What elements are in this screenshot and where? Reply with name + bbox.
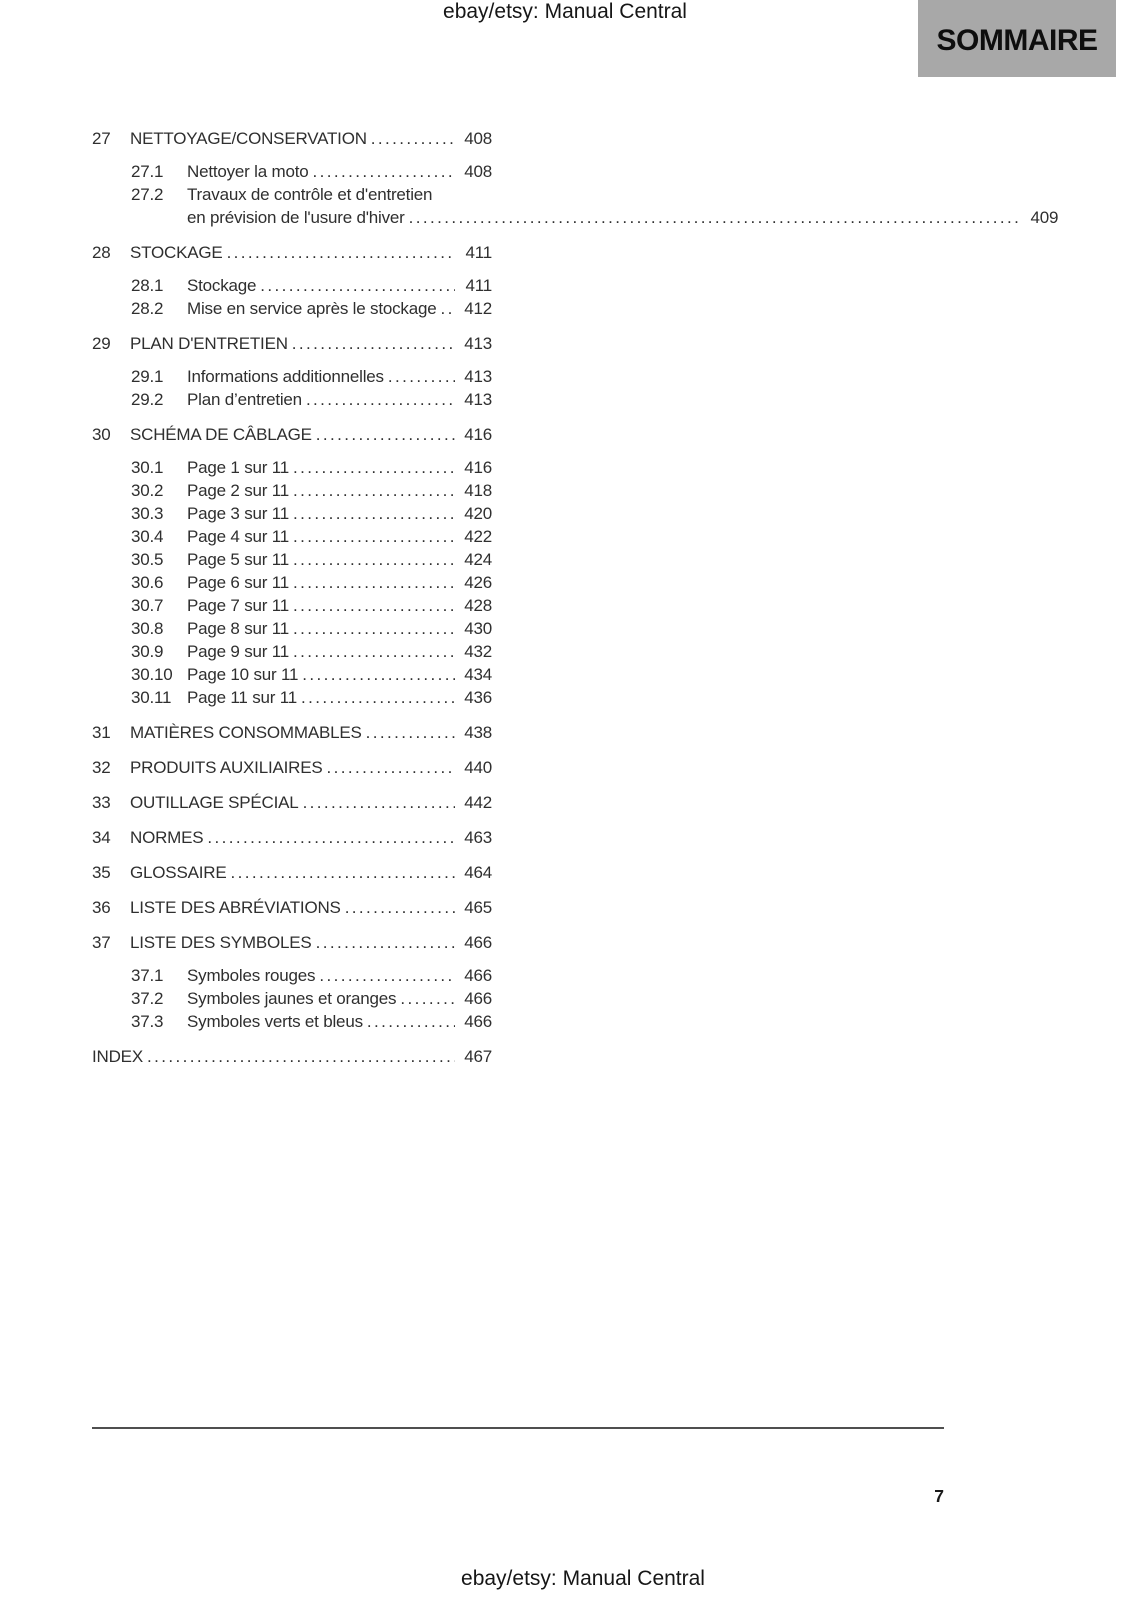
toc-chapter-page: 408	[464, 129, 492, 148]
toc-sub-page: 413	[464, 367, 492, 386]
toc-sub-page: 422	[464, 527, 492, 546]
toc-sub-entry	[92, 455, 492, 478]
toc-sub-title: Page 5 sur 11	[187, 550, 289, 569]
toc-sub-number: 30.2	[131, 481, 164, 500]
dot-leader	[293, 458, 455, 478]
toc-sub-title: Page 10 sur 11	[187, 665, 299, 684]
dot-leader	[400, 989, 455, 1009]
toc-sub-number: 27.1	[131, 162, 164, 181]
toc-chapter-page: 465	[464, 898, 492, 917]
toc-sub-entry	[92, 1009, 492, 1032]
dot-leader	[293, 481, 455, 501]
toc-sub-title: Informations additionnelles	[187, 367, 384, 386]
toc-sub-page: 418	[464, 481, 492, 500]
toc-chapter-title: NORMES	[130, 828, 204, 847]
toc-sub-title: Mise en service après le stockage	[187, 299, 437, 318]
toc-chapter-page: 416	[464, 425, 492, 444]
toc-sub-entry	[92, 387, 492, 410]
toc-sub-title-line2	[187, 205, 1058, 228]
toc-sub-number: 37.2	[131, 989, 164, 1008]
dot-leader	[316, 933, 455, 953]
toc-sub-number: 30.11	[131, 688, 172, 707]
toc-sub-title: Page 11 sur 11	[187, 688, 297, 707]
dot-leader	[293, 550, 455, 570]
toc-sub-title: Nettoyer la moto	[187, 162, 309, 181]
page-footer-title: ebay/etsy: Manual Central	[461, 1567, 705, 1590]
toc-chapter-number: 36	[92, 898, 111, 917]
dot-leader	[319, 966, 455, 986]
toc-subgroup	[92, 273, 492, 319]
toc-chapter-number: 27	[92, 129, 111, 148]
dot-leader	[293, 619, 455, 639]
toc-sub-title-block	[187, 182, 1058, 228]
toc-sub-page: 466	[464, 1012, 492, 1031]
toc-chapter-number: 30	[92, 425, 111, 444]
page-header-title: ebay/etsy: Manual Central	[443, 0, 687, 23]
dot-leader	[230, 863, 455, 883]
page-number: 7	[934, 1486, 944, 1506]
toc-sub-number: 27.2	[131, 185, 164, 204]
dot-leader	[301, 688, 455, 708]
toc-chapter-title: OUTILLAGE SPÉCIAL	[130, 793, 299, 812]
dot-leader	[147, 1047, 455, 1067]
dot-leader	[302, 665, 455, 685]
toc-chapter-entry	[92, 860, 492, 883]
toc-sub-number: 28.1	[131, 276, 164, 295]
dot-leader	[293, 596, 455, 616]
dot-leader	[367, 1012, 455, 1032]
toc-sub-page: 411	[465, 276, 492, 295]
toc-sub-title: Page 1 sur 11	[187, 458, 289, 477]
toc-sub-entry	[92, 524, 492, 547]
toc-sub-number: 30.8	[131, 619, 164, 638]
dot-leader	[293, 642, 455, 662]
toc-sub-title: Page 7 sur 11	[187, 596, 289, 615]
toc-sub-entry	[92, 662, 492, 685]
toc-sub-title: Page 3 sur 11	[187, 504, 289, 523]
toc-chapter-entry	[92, 422, 492, 445]
dot-leader	[292, 334, 455, 354]
toc-sub-number: 30.7	[131, 596, 164, 615]
toc-sub-title: Page 4 sur 11	[187, 527, 289, 546]
toc-subgroup	[92, 455, 492, 708]
toc-sub-page: 428	[464, 596, 492, 615]
toc-sub-entry	[92, 616, 492, 639]
toc-sub-page: 424	[464, 550, 492, 569]
toc-chapter-page: 438	[464, 723, 492, 742]
dot-leader	[409, 208, 1022, 228]
toc-sub-page: 430	[464, 619, 492, 638]
toc-sub-number: 30.3	[131, 504, 164, 523]
toc-sub-title: en prévision de l'usure d'hiver	[187, 208, 405, 227]
toc-sub-number: 29.2	[131, 390, 164, 409]
toc-sub-number: 37.1	[131, 966, 164, 985]
dot-leader	[293, 573, 455, 593]
toc-index-title: INDEX	[92, 1047, 143, 1066]
toc-index-page: 467	[464, 1047, 492, 1066]
toc-sub-title: Symboles jaunes et oranges	[187, 989, 397, 1008]
toc-sub-entry	[92, 159, 492, 182]
toc-sub-page: 420	[464, 504, 492, 523]
toc-sub-page: 434	[464, 665, 492, 684]
toc-chapter-entry	[92, 240, 492, 263]
toc-sub-number: 30.4	[131, 527, 164, 546]
toc-sub-entry	[92, 570, 492, 593]
toc-sub-page: 432	[464, 642, 492, 661]
toc-chapter-entry	[92, 755, 492, 778]
dot-leader	[293, 504, 455, 524]
toc-sub-title: Page 2 sur 11	[187, 481, 289, 500]
toc-sub-entry	[92, 501, 492, 524]
toc-sub-number: 30.9	[131, 642, 164, 661]
toc-sub-entry	[92, 273, 492, 296]
toc-chapter-title: STOCKAGE	[130, 243, 223, 262]
toc-chapter-page: 413	[464, 334, 492, 353]
toc-sub-title: Page 8 sur 11	[187, 619, 289, 638]
toc-chapter-title: LISTE DES ABRÉVIATIONS	[130, 898, 341, 917]
toc-subgroup	[92, 364, 492, 410]
toc-chapter-number: 28	[92, 243, 111, 262]
toc-sub-entry	[92, 639, 492, 662]
dot-leader	[306, 390, 455, 410]
toc-sub-entry	[92, 986, 492, 1009]
toc-chapter-number: 29	[92, 334, 111, 353]
toc-chapter-page: 464	[464, 863, 492, 882]
toc-chapter-number: 31	[92, 723, 111, 742]
toc-chapter-number: 37	[92, 933, 111, 952]
dot-leader	[371, 129, 455, 149]
toc-chapter-number: 33	[92, 793, 111, 812]
toc-sub-entry	[92, 963, 492, 986]
toc-sub-number: 29.1	[131, 367, 164, 386]
toc-chapter-number: 35	[92, 863, 111, 882]
toc-sub-page: 436	[464, 688, 492, 707]
toc-sub-title: Page 9 sur 11	[187, 642, 289, 661]
toc-subgroup	[92, 159, 1059, 228]
dot-leader	[327, 758, 456, 778]
toc-chapter-entry	[92, 895, 492, 918]
toc-sub-title-line1: Travaux de contrôle et d'entretien	[187, 185, 433, 204]
toc-chapter-page: 442	[464, 793, 492, 812]
dot-leader	[313, 162, 455, 182]
toc-sub-title: Symboles verts et bleus	[187, 1012, 363, 1031]
toc-sub-page: 408	[464, 162, 492, 181]
dot-leader	[227, 243, 455, 263]
dot-leader	[260, 276, 455, 296]
toc-sub-entry	[92, 478, 492, 501]
toc-chapter-title: SCHÉMA DE CÂBLAGE	[130, 425, 312, 444]
dot-leader	[440, 299, 455, 319]
toc-chapter-entry	[92, 930, 492, 953]
toc-chapter-title: PRODUITS AUXILIAIRES	[130, 758, 323, 777]
toc-sub-number: 28.2	[131, 299, 164, 318]
toc-sub-page: 416	[464, 458, 492, 477]
toc-chapter-title: GLOSSAIRE	[130, 863, 227, 882]
toc-sub-entry	[92, 182, 1059, 228]
toc-sub-page: 413	[464, 390, 492, 409]
toc-sub-number: 30.1	[131, 458, 164, 477]
toc-chapter-number: 34	[92, 828, 111, 847]
toc-sub-number: 30.5	[131, 550, 164, 569]
dot-leader	[366, 723, 455, 743]
toc-subgroup	[92, 963, 492, 1032]
toc-chapter-page: 466	[464, 933, 492, 952]
dot-leader	[345, 898, 455, 918]
toc-sub-page: 466	[464, 989, 492, 1008]
toc-sub-number: 30.6	[131, 573, 164, 592]
dot-leader	[207, 828, 455, 848]
toc-chapter-title: LISTE DES SYMBOLES	[130, 933, 312, 952]
toc-sub-entry	[92, 593, 492, 616]
dot-leader	[293, 527, 455, 547]
toc-chapter-entry	[92, 331, 492, 354]
toc-chapter-entry	[92, 720, 492, 743]
toc-chapter-page: 463	[464, 828, 492, 847]
toc-sub-page: 466	[464, 966, 492, 985]
toc-chapter-number: 32	[92, 758, 111, 777]
toc-sub-entry	[92, 364, 492, 387]
toc-sub-title: Stockage	[187, 276, 257, 295]
toc-sub-number: 37.3	[131, 1012, 164, 1031]
toc-sub-page: 412	[464, 299, 492, 318]
toc-sub-title: Plan d’entretien	[187, 390, 302, 409]
table-of-contents	[92, 126, 1059, 1067]
toc-sub-page: 426	[464, 573, 492, 592]
toc-chapter-entry	[92, 790, 492, 813]
toc-sub-title: Symboles rouges	[187, 966, 316, 985]
toc-chapter-page: 411	[465, 243, 492, 262]
toc-index-entry	[92, 1044, 492, 1067]
dot-leader	[388, 367, 455, 387]
toc-sub-page: 409	[1030, 208, 1059, 227]
toc-chapter-title: PLAN D'ENTRETIEN	[130, 334, 288, 353]
toc-sub-entry	[92, 685, 492, 708]
toc-chapter-entry	[92, 126, 492, 149]
toc-sub-entry	[92, 547, 492, 570]
toc-chapter-title: NETTOYAGE/CONSERVATION	[130, 129, 367, 148]
dot-leader	[316, 425, 455, 445]
toc-sub-title: Page 6 sur 11	[187, 573, 289, 592]
footer-rule	[92, 1427, 944, 1429]
sommaire-tab: SOMMAIRE	[918, 0, 1116, 77]
dot-leader	[303, 793, 455, 813]
toc-chapter-page: 440	[464, 758, 492, 777]
toc-chapter-title: MATIÈRES CONSOMMABLES	[130, 723, 362, 742]
toc-chapter-entry	[92, 825, 492, 848]
toc-sub-number: 30.10	[131, 665, 173, 684]
toc-sub-entry	[92, 296, 492, 319]
